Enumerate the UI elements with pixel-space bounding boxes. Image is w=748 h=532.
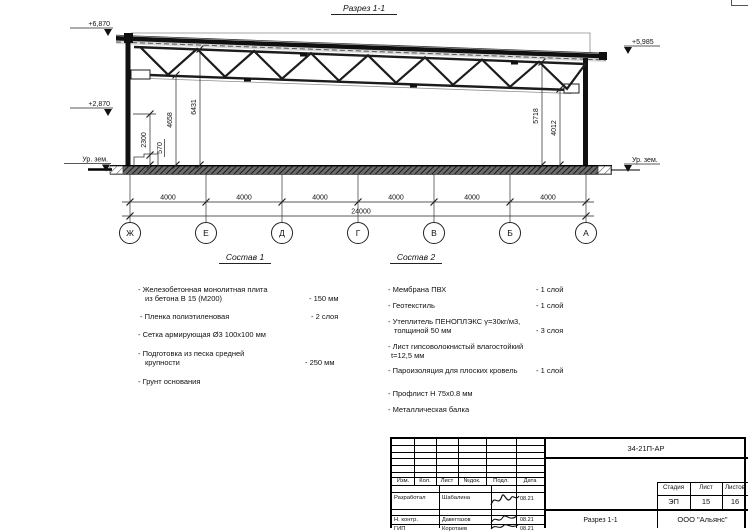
span-label: 4000 (312, 194, 328, 202)
elevation-label: +2,870 (88, 101, 110, 108)
axis-label: А (583, 228, 589, 238)
dim-2300: 2300 (141, 132, 148, 148)
list-item-value: - 250 мм (305, 358, 335, 367)
span-label: 4000 (160, 194, 176, 202)
list-item: - Металлическая балка (388, 405, 470, 414)
span-label: 4000 (388, 194, 404, 202)
list-item: крупности (145, 358, 180, 367)
elevation-label: +6,870 (88, 21, 110, 28)
rev-col-ndok: №док. (463, 478, 481, 484)
list-item: - Подготовка из песка средней (138, 349, 245, 358)
stamp-company: ООО "Альянс" (677, 515, 728, 524)
date-razrabotal: 08.21 (520, 496, 534, 502)
span-label: 4000 (236, 194, 252, 202)
roof-right-cap (599, 52, 607, 60)
signature-gip (490, 523, 520, 531)
role-razrabotal: Разработал (394, 495, 426, 501)
list-item: - Лист гипсоволокнистый влагостойкий (388, 342, 524, 351)
section-drawing (0, 0, 748, 250)
floor-slab (88, 154, 640, 174)
axis-label: Д (279, 228, 285, 238)
name-razrabotal: Шабалина (442, 495, 470, 501)
list-item: - Профлист Н 75х0.8 мм (388, 389, 473, 398)
axis-label: В (431, 228, 437, 238)
dim-5718: 5718 (533, 108, 540, 124)
rev-col-izm: Изм. (396, 478, 410, 484)
stage-header: Стадия (662, 484, 685, 491)
sheet-title: Разрез 1-1 (331, 3, 397, 15)
rev-col-podl: Подл. (493, 478, 509, 484)
axis-label: Б (507, 228, 513, 238)
sheets-header: Листов (724, 484, 746, 491)
list-item: толщиной 50 мм (394, 326, 452, 335)
elevation-plus2870 (70, 101, 113, 116)
date-nkontr: 08.21 (520, 517, 534, 523)
dim-4658: 4658 (167, 112, 174, 128)
list-item-value: - 2 слоя (311, 312, 339, 321)
list-item: - Железобетонная монолитная плита (138, 285, 268, 294)
title-block (390, 437, 746, 532)
stage-value: ЭП (668, 497, 679, 506)
plinth-detail (134, 154, 158, 166)
list-item: из бетона В 15 (М200) (145, 294, 223, 303)
axis-label: Г (355, 228, 361, 238)
elevation-label: Ур. зем. (632, 157, 658, 164)
elevation-arrow-icon (624, 47, 632, 54)
axis-label: Е (203, 228, 209, 238)
composition-2-title: Состав 2 (390, 253, 442, 264)
doc-number: 34-21П-АР (627, 444, 665, 453)
signature-razrabotal (489, 491, 521, 509)
dim-4012: 4012 (551, 120, 558, 136)
list-item-value: - 150 мм (309, 294, 339, 303)
elevation-plus6870 (70, 21, 113, 36)
name-nkontr: Давегтазов (442, 517, 471, 523)
list-item-value: - 1 слой (536, 285, 564, 294)
list-item: t=12,5 мм (391, 351, 425, 360)
list-item-value: - 3 слоя (536, 326, 564, 335)
list-item: - Грунт основания (138, 377, 201, 386)
axis-label: Ж (126, 228, 134, 238)
list-item-value: - 1 слой (536, 301, 564, 310)
sheet-header: Лист (699, 484, 713, 491)
stamp-section-name: Разрез 1-1 (583, 517, 618, 524)
elevation-arrow-icon (104, 109, 112, 116)
date-gip: 08.21 (520, 525, 534, 532)
elevation-arrow-icon (104, 29, 112, 36)
dim-6431: 6431 (191, 99, 198, 115)
elevation-plus5985 (624, 39, 660, 54)
list-item: - Пароизоляция для плоских кровель (388, 366, 518, 375)
column-right (583, 58, 588, 172)
rev-col-kol: Кол. (419, 478, 431, 484)
span-label: 4000 (464, 194, 480, 202)
elevation-arrow-icon (624, 165, 632, 172)
span-label: 4000 (540, 194, 556, 202)
list-item: - Сетка армирующая Ø3 100х100 мм (138, 330, 266, 339)
sheet-value: 15 (701, 497, 711, 506)
rev-col-data: Дата (523, 478, 537, 484)
list-item: - Мембрана ПВХ (388, 285, 447, 294)
list-item: - Геотекстиль (388, 301, 435, 310)
elevation-label: +5,985 (632, 39, 654, 46)
role-gip: ГИП (394, 525, 406, 532)
list-item: - Утеплитель ПЕНОПЛЭКС γ=30кг/м3, (388, 317, 521, 326)
axis-bubbles (120, 223, 597, 244)
name-gip: Коротаев (442, 525, 468, 532)
elevation-label: Ур. зем. (82, 156, 108, 164)
sheets-value: 16 (730, 497, 740, 506)
dim-570: 570 (157, 142, 164, 154)
rev-col-list: Лист (440, 478, 454, 484)
column-left (126, 36, 131, 172)
composition-1-title: Состав 1 (219, 253, 271, 264)
list-item: - Пленка полиэтиленовая (140, 312, 230, 321)
role-nkontr: Н. контр. (394, 517, 418, 523)
roof (116, 33, 607, 62)
total-span-label: 24000 (351, 208, 371, 216)
list-item-value: - 1 слой (536, 366, 564, 375)
